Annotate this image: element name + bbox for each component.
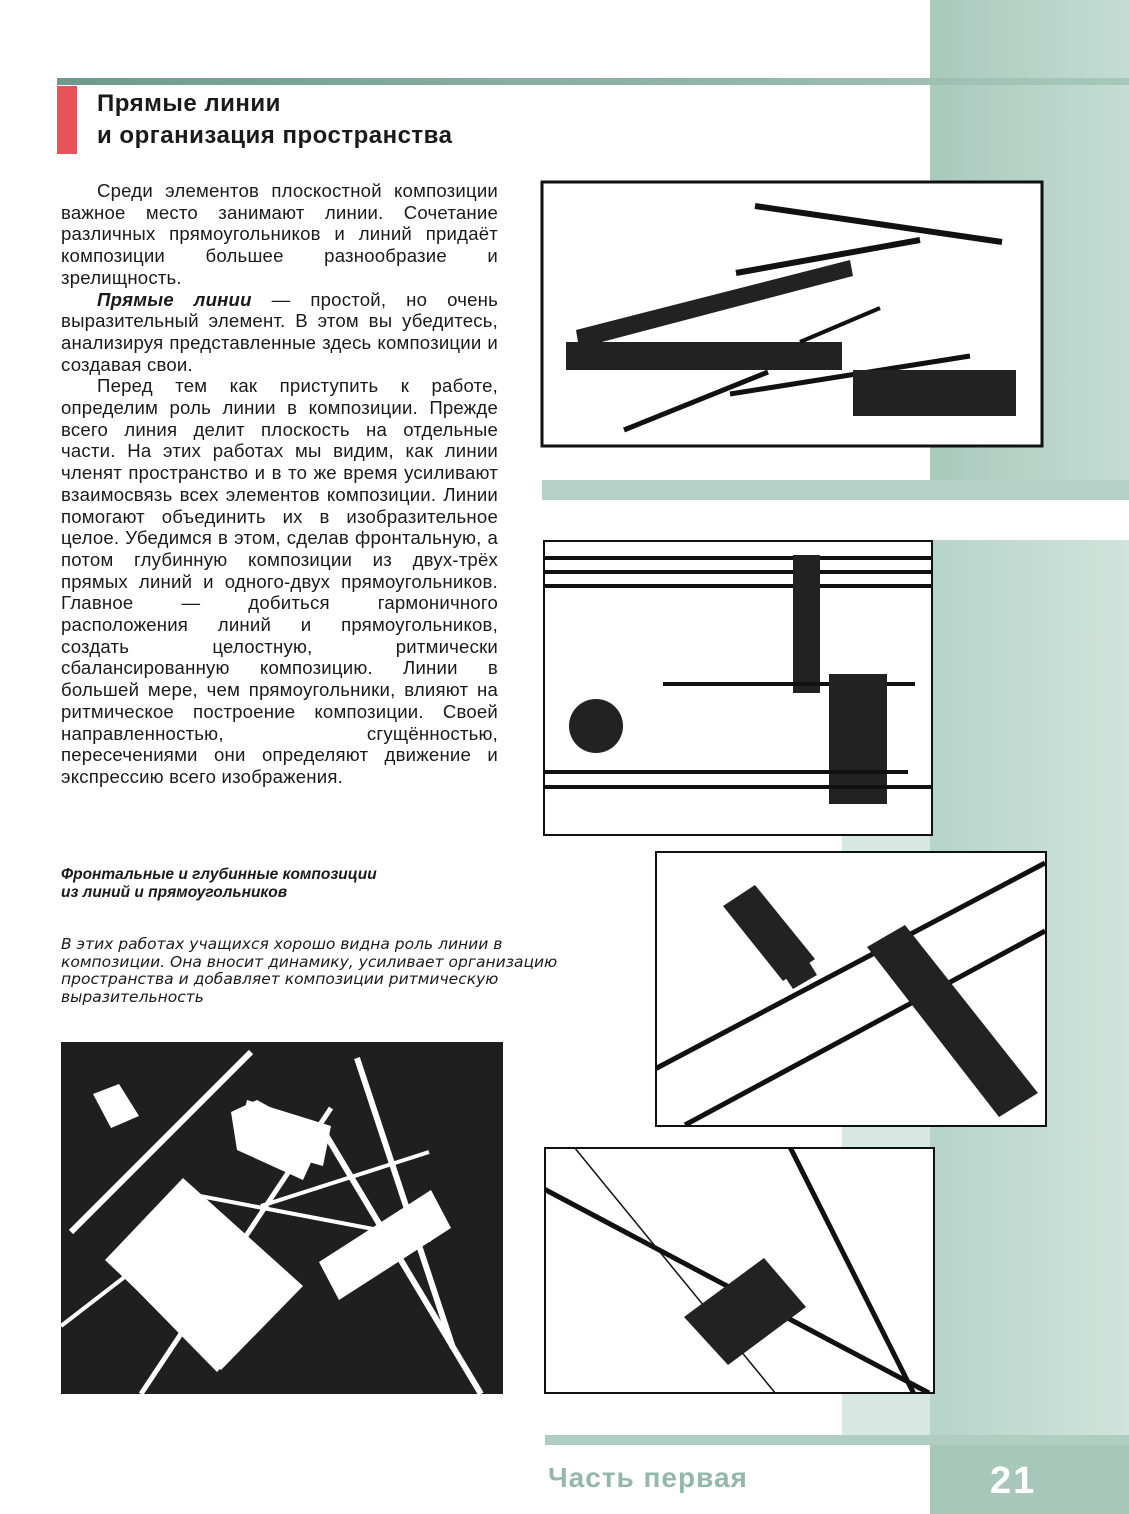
page-number: 21 <box>990 1460 1037 1502</box>
paragraph-1: Среди элементов плоскостной композиции важное место занимают линии. Сочетание различных прямоугольников и линий придаёт композиции большее разнообразие и зрелищность. <box>61 180 498 288</box>
page-title <box>97 88 452 152</box>
subheading-line-2: из линий и прямоугольников <box>61 884 288 901</box>
title-line-2: и организация пространства <box>97 122 453 149</box>
composition-figure-4 <box>544 1147 935 1394</box>
composition-figure-1 <box>540 180 1044 448</box>
figure-subheading <box>61 866 521 902</box>
composition-figure-5 <box>61 1042 503 1394</box>
top-rule <box>57 78 1129 85</box>
section-label: Часть первая <box>548 1462 748 1493</box>
composition-figure-3 <box>655 851 1047 1127</box>
composition-figure-2 <box>543 540 933 836</box>
figure-caption: В этих работах учащихся хорошо видна роль линии в композиции. Она вносит динамику, усиливает организацию пространства и добавляет композиции ритмическую выразительность <box>61 935 558 1006</box>
green-band-under-figure <box>542 480 1129 500</box>
paragraph-2 <box>61 289 498 376</box>
body-text <box>61 180 498 788</box>
subheading-line-1: Фронтальные и глубинные композиции <box>61 866 377 883</box>
term-straight-lines: Прямые линии <box>97 288 252 310</box>
title-line-1: Прямые линии <box>97 90 281 117</box>
title-marker <box>57 86 77 154</box>
bottom-rule <box>545 1435 1129 1445</box>
paragraph-2-text: — простой, но очень выразительный элемент. В этом вы убедитесь, анализируя представленные здесь композиции и создавая свои. <box>61 288 499 375</box>
paragraph-3: Перед тем как приступить к работе, определим роль линии в композиции. Прежде всего линия делит плоскость на отдельные части. На этих работах мы видим, как линии членят пространство и в то же время усиливают взаимосвязь всех элементов композиции. Линии помогают объединить их в изобразительное целое. Убедимся в этом, сделав фронтальную, а потом глубинную композиции из двух-трёх прямых линий и одного-двух прямоугольников. Главное — добиться гармоничного расположения линий и прямоугольников, создать целостную, ритмически сбалансированную композицию. Линии в большей мере, чем прямоугольники, влияют на ритмическое построение композиции. Своей направленностью, сгущённостью, пересечениями они определяют движение и экспрессию всего изображения. <box>61 375 498 787</box>
